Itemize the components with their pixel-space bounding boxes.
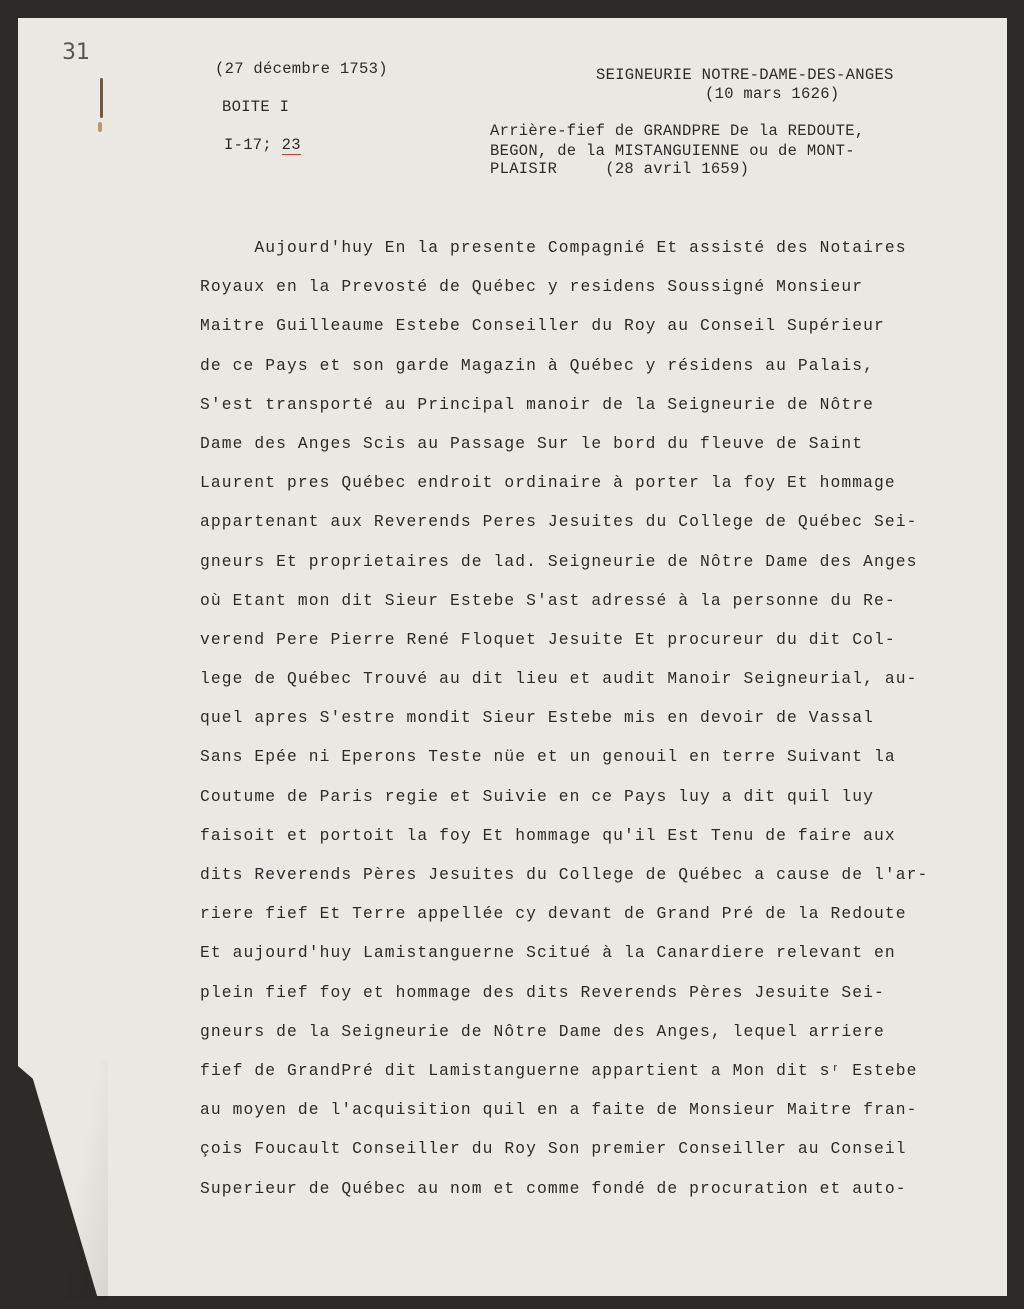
body-line: Royaux en la Prevosté de Québec y residens Soussigné Monsieur	[200, 277, 864, 297]
body-line: plein fief foy et hommage des dits Reverends Pères Jesuite Sei-	[200, 982, 885, 1002]
body-line: S'est transporté au Principal manoir de la Seigneurie de Nôtre	[200, 394, 874, 414]
document-body	[200, 228, 980, 1208]
body-line: au moyen de l'acquisition quil en a faite de Monsieur Maitre fran-	[200, 1100, 918, 1120]
body-line: appartenant aux Reverends Peres Jesuites du College de Québec Sei-	[200, 512, 918, 532]
header-reference	[224, 136, 301, 154]
body-line: lege de Québec Trouvé au dit lieu et audit Manoir Seigneurial, au-	[200, 669, 918, 689]
body-line: Aujourd'huy En la presente Compagnié Et assisté des Notaires	[200, 238, 907, 257]
margin-mark-dot	[98, 122, 102, 132]
header-date: (27 décembre 1753)	[215, 60, 388, 78]
seigneurie-title: SEIGNEURIE NOTRE-DAME-DES-ANGES	[596, 66, 894, 84]
body-line: Sans Epée ni Eperons Teste nüe et un genouil en terre Suivant la	[200, 747, 896, 767]
fief-line-1: Arrière-fief de GRANDPRE De la REDOUTE,	[490, 122, 865, 140]
reference-underlined: 23	[281, 136, 301, 154]
fief-line-3: PLAISIR (28 avril 1659)	[490, 160, 750, 178]
body-line: çois Foucault Conseiller du Roy Son premier Conseiller au Conseil	[200, 1139, 907, 1159]
body-line: Coutume de Paris regie et Suivie en ce Pays luy a dit quil luy	[200, 786, 874, 806]
fief-line-2: BEGON, de la MISTANGUIENNE ou de MONT-	[490, 142, 855, 160]
body-line: gneurs de la Seigneurie de Nôtre Dame des Anges, lequel arriere	[200, 1021, 885, 1041]
body-line: faisoit et portoit la foy Et hommage qu'il Est Tenu de faire aux	[200, 825, 896, 845]
body-line: Superieur de Québec au nom et comme fondé de procuration et auto-	[200, 1178, 907, 1198]
body-line: Et aujourd'huy Lamistanguerne Scitué à la Canardiere relevant en	[200, 943, 896, 963]
body-line: gneurs Et proprietaires de lad. Seigneurie de Nôtre Dame des Anges	[200, 551, 918, 571]
body-line: dits Reverends Pères Jesuites du College de Québec a cause de l'ar-	[200, 865, 929, 884]
body-line: Dame des Anges Scis au Passage Sur le bord du fleuve de Saint	[200, 433, 864, 453]
header-box: BOITE I	[222, 98, 290, 116]
body-line: riere fief Et Terre appellée cy devant de Grand Pré de la Redoute	[200, 904, 907, 924]
body-line: Laurent pres Québec endroit ordinaire à porter la foy Et hommage	[200, 473, 896, 493]
body-line: de ce Pays et son garde Magazin à Québec y résidens au Palais,	[200, 355, 874, 375]
body-line: où Etant mon dit Sieur Estebe S'ast adressé à la personne du Re-	[200, 590, 896, 610]
margin-mark	[100, 78, 103, 118]
reference-prefix: I-17;	[224, 136, 282, 154]
body-line: quel apres S'estre mondit Sieur Estebe mis en devoir de Vassal	[200, 708, 874, 728]
seigneurie-date: (10 mars 1626)	[705, 85, 840, 103]
body-line: fief de GrandPré dit Lamistanguerne appartient a Mon dit sʳ Estebe	[200, 1060, 918, 1080]
body-line: verend Pere Pierre René Floquet Jesuite Et procureur du dit Col-	[200, 629, 896, 649]
page-number: 31	[62, 40, 90, 65]
body-line: Maitre Guilleaume Estebe Conseiller du Roy au Conseil Supérieur	[200, 316, 885, 336]
